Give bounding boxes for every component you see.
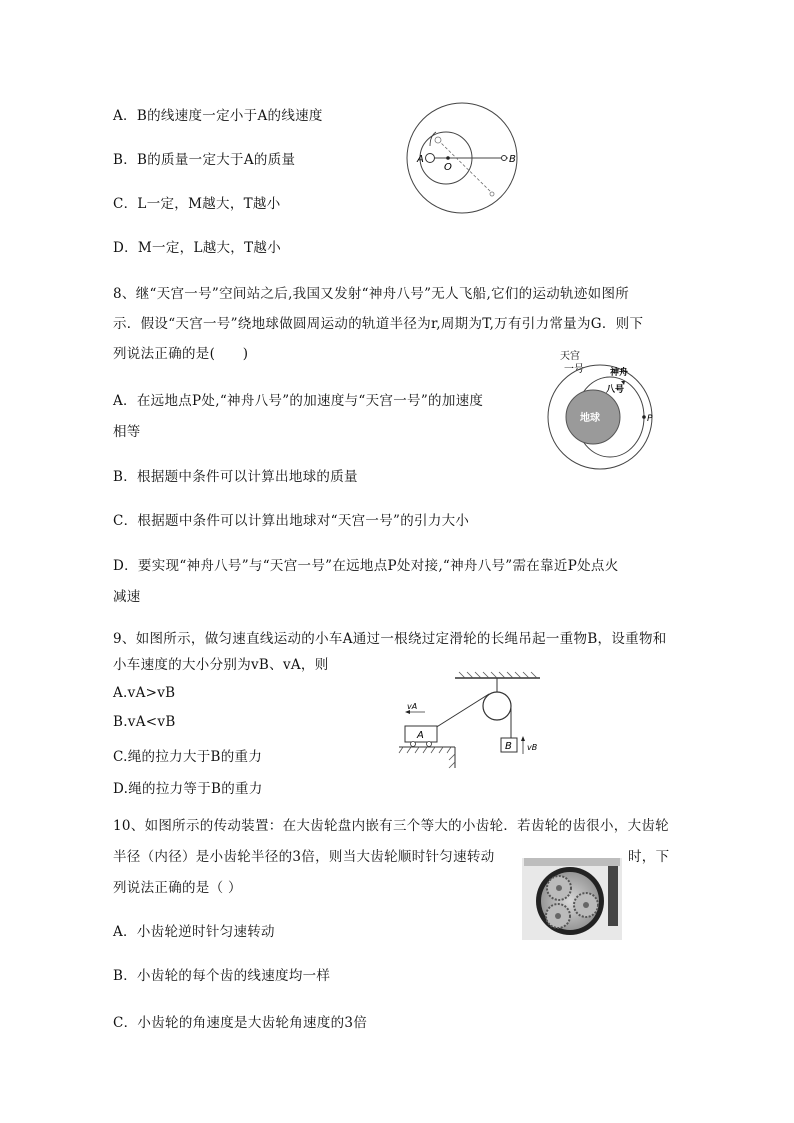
star-b (502, 156, 507, 161)
q7-option-c: C．L一定，M越大，T越小 (113, 196, 281, 212)
label-o: O (444, 162, 452, 173)
q8-stem-line2: 示．假设“天宫一号”绕地球做圆周运动的轨道半径为r,周期为T,万有引力常量为G．则下 (113, 316, 644, 332)
rope-left (435, 694, 489, 728)
q8-option-c: C．根据题中条件可以计算出地球对“天宫一号”的引力大小 (113, 513, 470, 529)
star-b-ghost (490, 192, 494, 196)
q8-option-b: B．根据题中条件可以计算出地球的质量 (113, 469, 358, 485)
small-gear-2-hub (583, 902, 589, 908)
q9-stem-line1: 9、如图所示，做匀速直线运动的小车A通过一根绕过定滑轮的长绳吊起一重物B，设重物和 (113, 631, 667, 647)
q7-option-b: B．B的质量一定大于A的质量 (113, 152, 296, 168)
q8-option-d-line2: 减速 (113, 589, 141, 605)
small-gear-1-hub (556, 885, 562, 891)
center-o (446, 156, 450, 160)
q9-option-c: C.绳的拉力大于B的重力 (113, 749, 263, 765)
label-shenzhou-1: 神舟 (610, 368, 629, 378)
q8-stem-line3: 列说法正确的是( ) (113, 346, 249, 362)
q10-stem-line2b: 时，下 (628, 849, 670, 865)
q8-orbit-figure (530, 345, 670, 470)
label-tiangong-1: 天宫 (560, 351, 580, 362)
label-tiangong-2: 一号 (564, 364, 584, 375)
q7-option-a: A．B的线速度一定小于A的线速度 (113, 108, 323, 124)
label-a: A (417, 154, 424, 165)
label-b: B (509, 154, 516, 165)
q8-option-a-line2: 相等 (113, 424, 141, 440)
q10-stem-line2a: 半径（内径）是小齿轮半径的3倍，则当大齿轮顺时针匀速转动 (113, 849, 495, 865)
pulley (483, 692, 511, 720)
q8-stem-line1: 8、继“天宫一号”空间站之后,我国又发射“神舟八号”无人飞船,它们的运动轨迹如图所 (113, 286, 630, 302)
label-va: vA (407, 702, 418, 711)
q8-option-d-line1: D．要实现“神舟八号”与“天宫一号”在远地点P处对接,“神舟八号”需在靠近P处点火 (113, 558, 619, 574)
star-a (426, 154, 435, 163)
q10-stem-line1: 10、如图所示的传动装置：在大齿轮盘内嵌有三个等大的小齿轮．若齿轮的齿很小，大齿轮 (113, 818, 669, 834)
q10-option-c: C．小齿轮的角速度是大齿轮角速度的3倍 (113, 1015, 368, 1031)
label-b: B (505, 741, 512, 752)
arrow-up-icon (521, 736, 525, 741)
photo-top-bar (524, 858, 620, 866)
point-p (642, 415, 646, 419)
label-vb: vB (527, 743, 538, 752)
q10-stem-line3: 列说法正确的是（ ） (113, 880, 242, 896)
q10-gear-photo (522, 858, 622, 940)
q10-option-b: B．小齿轮的每个齿的线速度均一样 (113, 968, 331, 984)
q7-binary-star-figure (400, 100, 530, 220)
label-a: A (417, 730, 424, 741)
wheel-right (427, 742, 432, 747)
wheel-left (411, 742, 416, 747)
star-a-ghost (435, 137, 441, 143)
q7-option-d: D．M一定，L越大，T越小 (113, 240, 282, 256)
q9-pulley-figure (395, 670, 555, 770)
label-shenzhou-2: 八号 (606, 385, 625, 395)
ceiling-hatch (459, 672, 537, 678)
q9-stem-line2: 小车速度的大小分别为vB、vA，则 (113, 657, 329, 673)
q8-option-a-line1: A．在远地点P处,“神舟八号”的加速度与“天宫一号”的加速度 (113, 393, 484, 409)
side-post (608, 866, 618, 926)
q9-option-a: A.vA>vB (113, 685, 176, 701)
ground-hatch (399, 747, 455, 768)
q9-option-b: B.vA<vB (113, 714, 176, 730)
small-gear-3-hub (555, 913, 561, 919)
label-p: P (647, 414, 653, 424)
q10-option-a: A．小齿轮逆时针匀速转动 (113, 924, 275, 940)
q9-option-d: D.绳的拉力等于B的重力 (113, 781, 263, 797)
label-earth: 地球 (580, 413, 600, 424)
